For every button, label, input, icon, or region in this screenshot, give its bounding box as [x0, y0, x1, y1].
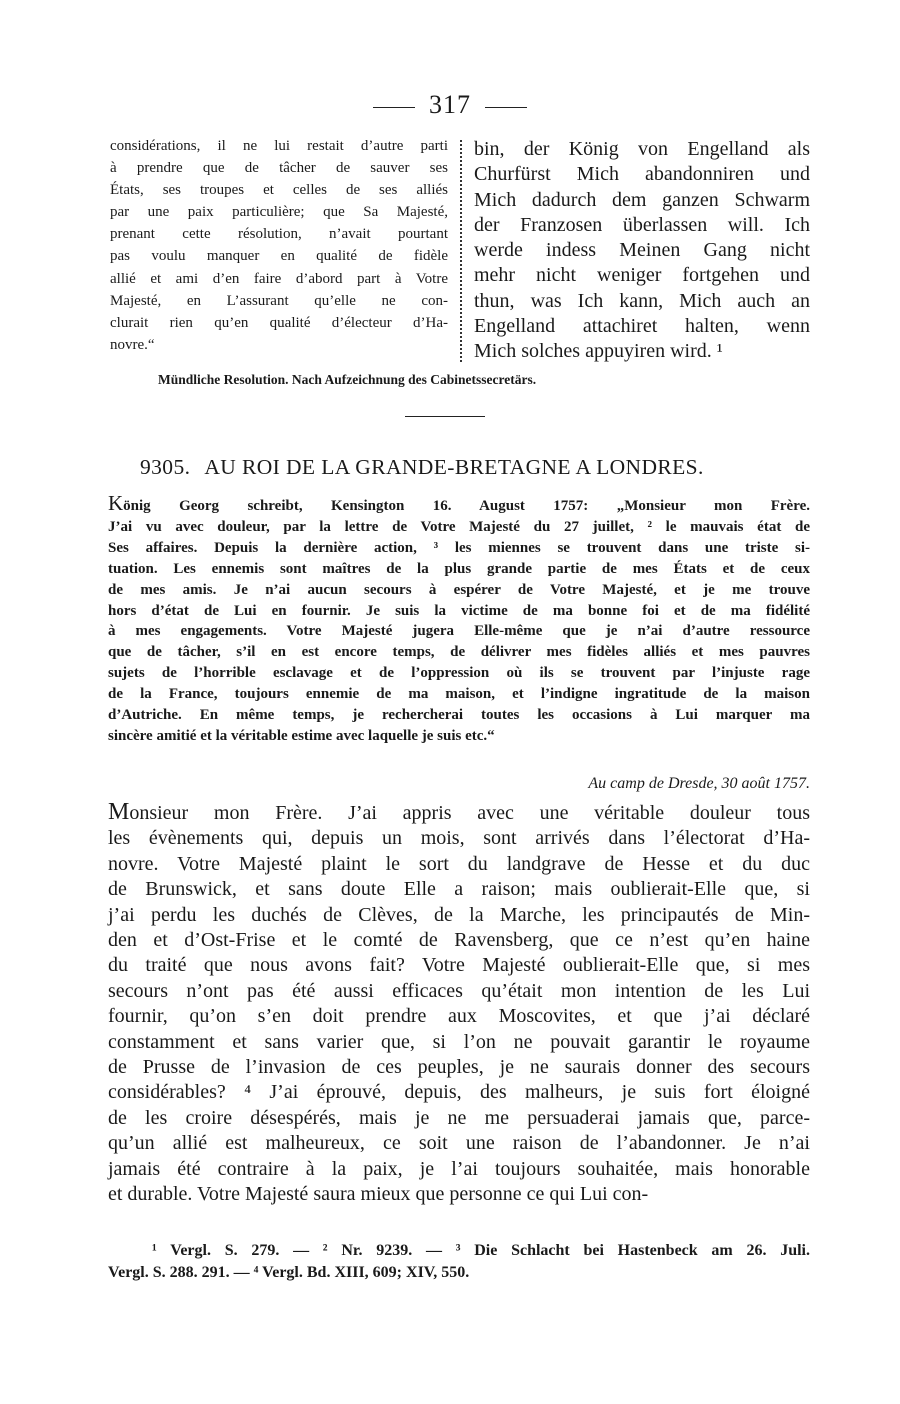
text-line: novre. Votre Majesté plaint le sort du landgrave de Hesse et du duc	[108, 852, 810, 875]
text-line: sujets de l’horrible esclavage et de l’oppression où ils se trouvent par l’injuste rage	[108, 665, 810, 682]
text-line: à mes engagements. Votre Majesté jugera Elle-même que je n’ai d’autre ressource	[108, 623, 810, 640]
text-line: de Prusse de l’invasion de ces peuples, je ne saurais donner des secours	[108, 1056, 810, 1079]
text-line: considérables? ⁴ J’ai éprouvé, depuis, des malheurs, je suis fort éloigné	[108, 1081, 810, 1104]
section-title: AU ROI DE LA GRANDE-BRETAGNE A LONDRES.	[204, 455, 704, 479]
page-number-rule-right	[485, 107, 527, 108]
intro-dropcap: K	[108, 491, 124, 515]
page-number	[0, 90, 900, 120]
footnote-line: Vergl. S. 288. 291. — ⁴ Vergl. Bd. XIII, 609; XIV, 550.	[108, 1264, 470, 1281]
text-line: les évènements qui, depuis un mois, sont arrivés dans l’électorat d’Ha-	[108, 827, 810, 850]
main-letter	[108, 800, 810, 1208]
text-line: de Brunswick, et sans doute Elle a raison; mais oublierait-Elle que, si	[108, 878, 810, 901]
text-line: der Franzosen überlassen will. Ich	[474, 213, 810, 236]
text-line: d’Autriche. En même temps, je rechercherai toutes les occasions à Lui marquer ma	[108, 707, 810, 724]
text-line: Ses affaires. Depuis la dernière action, ³ les miennes se trouvent dans une triste si-	[108, 539, 810, 556]
dateline: Au camp de Dresde, 30 août 1757.	[588, 775, 810, 792]
left-column	[110, 135, 448, 356]
text-line: États, ses troupes et celles de ses alliés	[110, 182, 448, 199]
section-heading	[140, 455, 790, 480]
text-line: de la France, toujours ennemie de ma maison, et l’indigne ingratitude de la maison	[108, 686, 810, 703]
text-line: pas voulu manquer en qualité de fidèle	[110, 248, 448, 265]
text-line: j’ai perdu les duchés de Clèves, de la Marche, les principautés de Min-	[108, 903, 810, 926]
text-line: qu’un allié est malheureux, ce soit une raison de l’abandonner. Je n’ai	[108, 1132, 810, 1155]
text-line: secours n’ont pas été aussi efficaces qu’était mon intention de les Lui	[108, 979, 810, 1002]
text-line: hors d’état de Lui en fournir. Je suis la victime de ma bonne foi et de ma fidélité	[108, 602, 810, 619]
letter-intro	[108, 493, 810, 747]
text-line: du traité que nous avons fait? Votre Majesté oublierait-Elle que, si mes	[108, 954, 810, 977]
text-line: de les croire désespérés, mais je ne me persuaderai jamais que, parce-	[108, 1106, 810, 1129]
text-line: et durable. Votre Majesté saura mieux que personne ce qui Lui con-	[108, 1183, 649, 1206]
section-rule	[405, 416, 485, 417]
text-line: den et d’Ost-Frise et le comté de Ravensberg, que ce n’est qu’en haine	[108, 929, 810, 952]
text-line: jamais été contraire à la paix, je l’ai toujours souhaitée, mais honorable	[108, 1157, 810, 1180]
text-line: allié et ami d’en faire d’abord part à Votre	[110, 270, 448, 287]
text-line-content: onsieur mon Frère. J’ai appris avec une véritable douleur tous	[129, 802, 810, 824]
right-column	[474, 137, 810, 365]
section-number: 9305.	[140, 455, 191, 479]
text-line: Majesté, en L’assurant qu’elle ne con-	[110, 292, 448, 309]
page-number-text: 317	[429, 90, 471, 119]
source-note: Mündliche Resolution. Nach Aufzeichnung des Cabinetssecretärs.	[158, 372, 537, 387]
text-line: tuation. Les ennemis sont maîtres de la plus grande partie de mes États et de ceux	[108, 560, 810, 577]
text-line: considérations, il ne lui restait d’autre parti	[110, 138, 448, 154]
text-line: de mes amis. Je n’ai aucun secours à espérer de Votre Majesté, et je me trouve	[108, 581, 810, 598]
text-line: Churfürst Mich abandonniren und	[474, 163, 810, 186]
text-line: mehr nicht weniger fortgehen und	[474, 264, 810, 287]
text-line: que de tâcher, s’il en est encore temps, de délivrer mes fidèles alliés et mes pauvres	[108, 644, 810, 661]
main-dropcap: M	[108, 799, 130, 825]
page-number-rule-left	[373, 107, 415, 108]
text-line: à prendre que de tâcher de sauver ses	[110, 160, 448, 177]
text-line: Mich solches appuyiren wird. ¹	[474, 340, 723, 363]
text-line: Engelland attachiret halten, wenn	[474, 315, 810, 338]
footnote-line: ¹ Vergl. S. 279. — ² Nr. 9239. — ³ Die Schlacht bei Hastenbeck am 26. Juli.	[152, 1242, 810, 1259]
text-line: constamment et sans varier que, si l’on ne pouvait garantir le royaume	[108, 1030, 810, 1053]
text-line: fournir, qu’on s’en doit prendre aux Moscovites, et que j’ai déclaré	[108, 1005, 810, 1028]
text-line: sincère amitié et la véritable estime avec laquelle je suis etc.“	[108, 727, 495, 744]
text-line: Mich dadurch dem ganzen Schwarm	[474, 188, 810, 211]
footnotes	[108, 1240, 810, 1284]
column-divider	[460, 140, 462, 362]
text-line: bin, der König von Engelland als	[474, 138, 810, 160]
text-line	[108, 493, 810, 517]
text-line: werde indess Meinen Gang nicht	[474, 239, 810, 262]
text-line: J’ai vu avec douleur, par la lettre de Votre Majesté du 27 juillet, ² le mauvais état de	[108, 518, 810, 535]
text-line: prenant cette résolution, n’avait pourtant	[110, 226, 448, 243]
text-line-content: önig Georg schreibt, Kensington 16. August 1757: „Monsieur mon Frère.	[123, 498, 810, 514]
text-line: clurait rien qu’en qualité d’électeur d’Ha-	[110, 314, 448, 331]
text-line: thun, was Ich kann, Mich auch an	[474, 289, 810, 312]
text-line: par une paix particulière; que Sa Majesté,	[110, 204, 448, 221]
text-line: novre.“	[110, 336, 155, 353]
text-line	[108, 800, 810, 826]
